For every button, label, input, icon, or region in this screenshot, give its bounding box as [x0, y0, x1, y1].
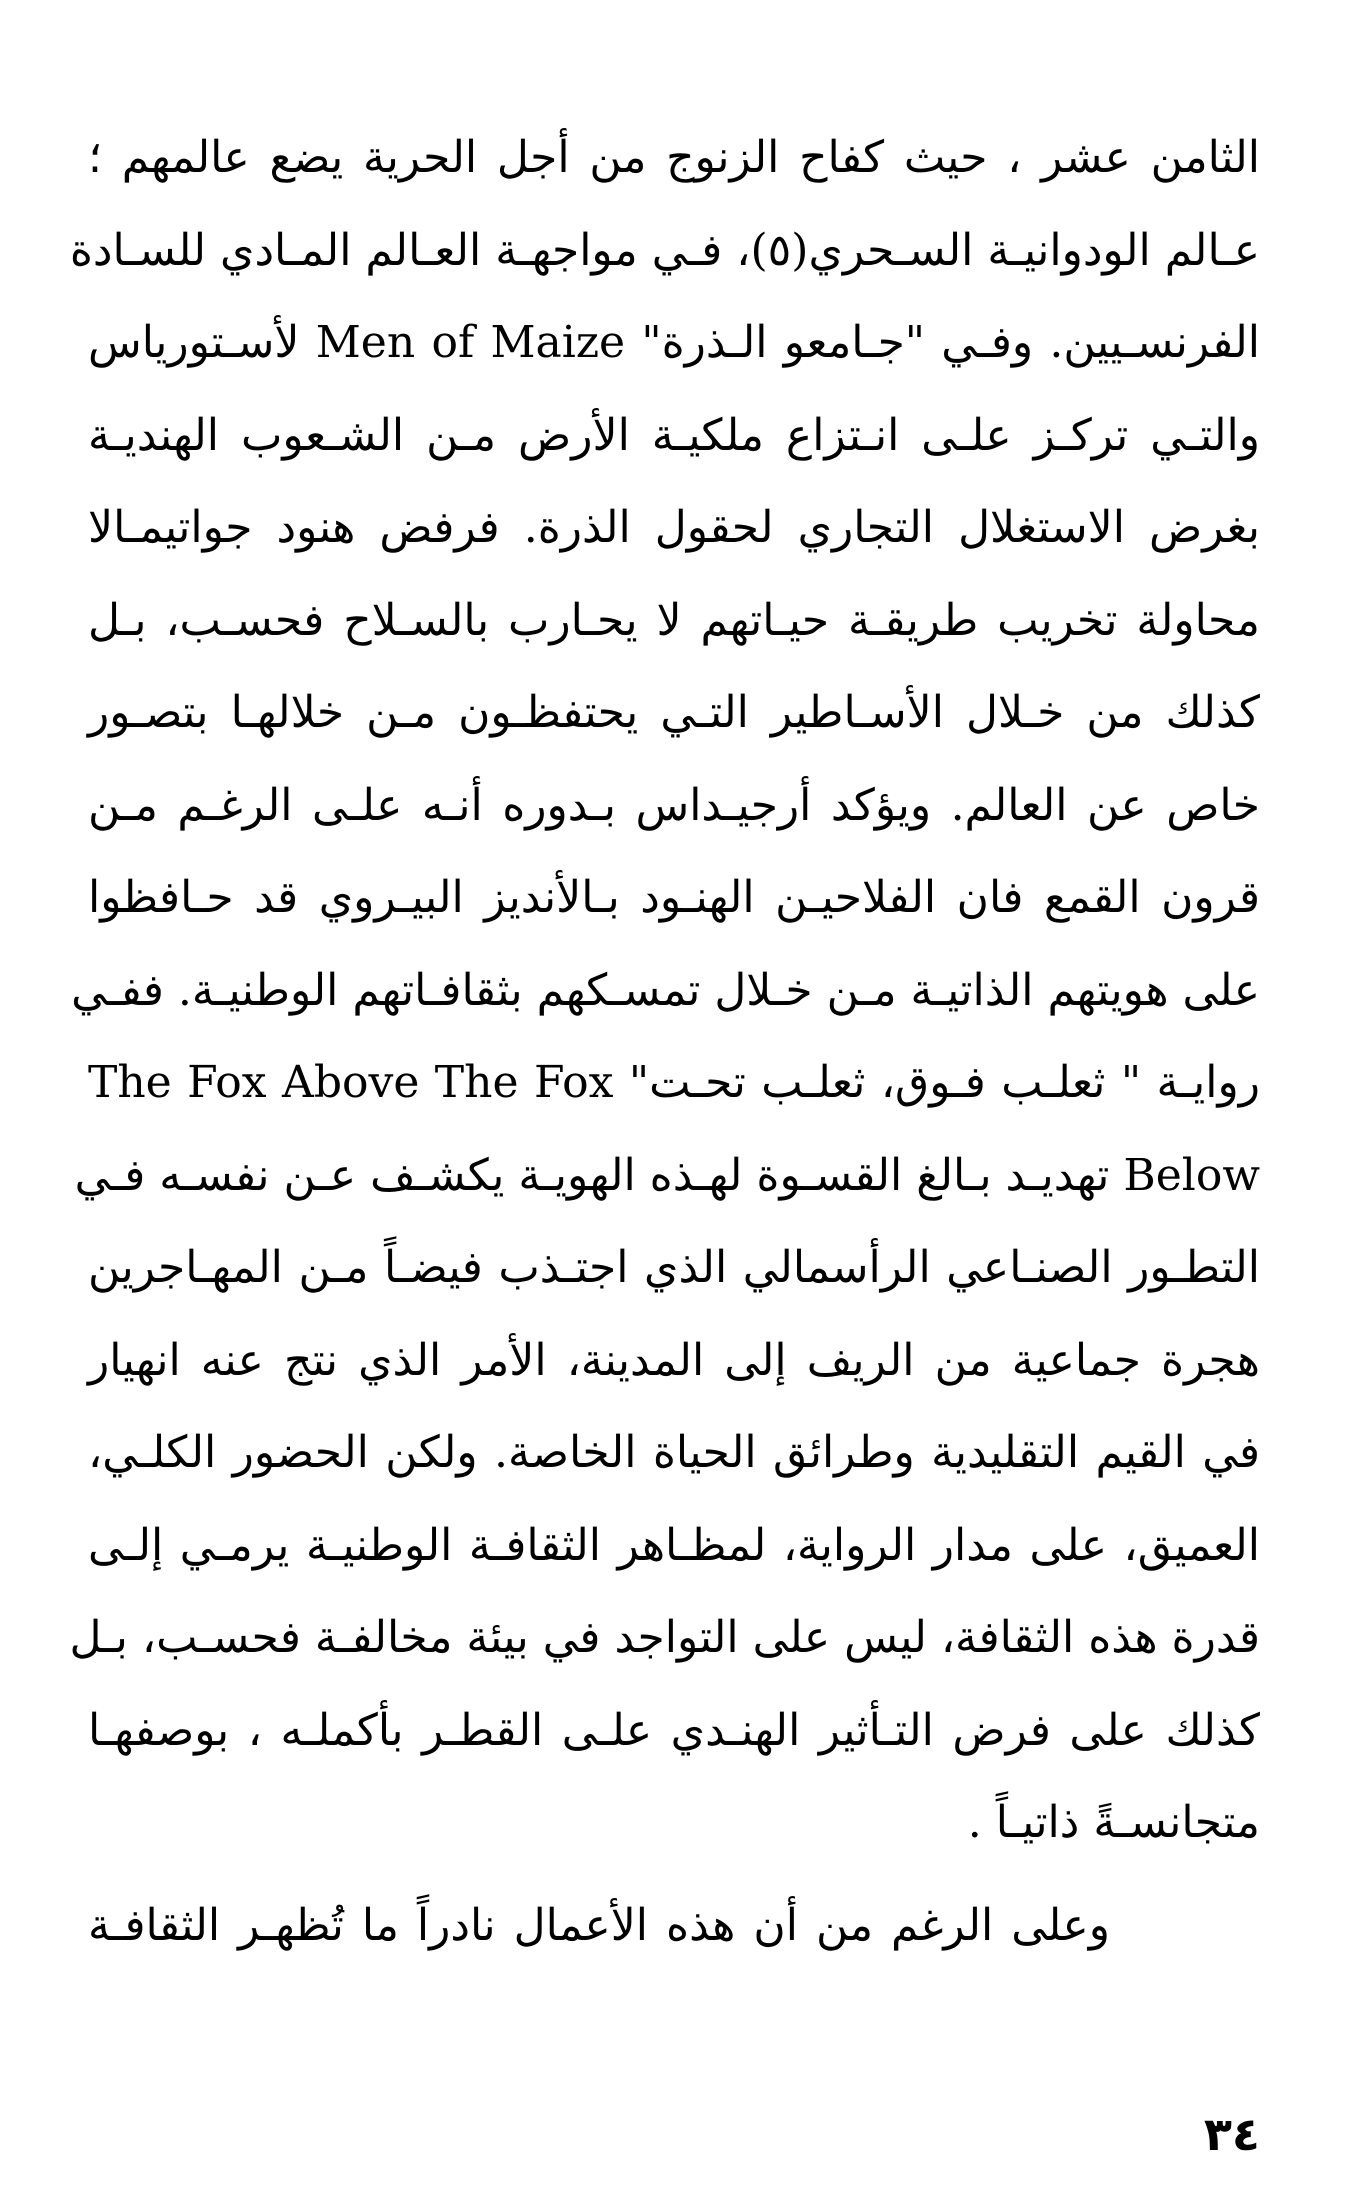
paragraph-end-line: متجانسـةً ذاتيـاً . — [967, 1797, 1260, 1848]
text-line: عـالم الودوانيـة السـحري(٥)، فـي مواجهـة العـالم المـادي للسـادة — [69, 224, 1260, 276]
text-line: روايـة " ثعلـب فـوق، ثعلـب تحـت" The Fox Above The Fox — [88, 1057, 1260, 1108]
page-number: ٣٤ — [1203, 2107, 1260, 2161]
text-line: الفرنسـيين. وفـي "جـامعو الـذرة" Men of Maize لأسـتورياس — [88, 317, 1260, 368]
text-line: محاولة تخريب طريقـة حيـاتهم لا يحـارب بالسـلاح فحسـب، بـل — [88, 594, 1260, 646]
text-line: التطـور الصنـاعي الرأسمالي الذي اجتـذب فيضـاً مـن المهـاجرين — [88, 1242, 1260, 1293]
text-line: العميق، على مدار الرواية، لمظـاهر الثقافـة الوطنيـة يرمـي إلـى — [88, 1519, 1260, 1571]
text-line: بغرض الاستغلال التجاري لحقول الذرة. فرفض هنود جواتيمـالا — [88, 502, 1260, 553]
text-line: على هويتهم الذاتيـة مـن خـلال تمسـكهم بثقافـاتهم الوطنيـة. ففـي — [71, 964, 1260, 1016]
text-line: هجرة جماعية من الريف إلى المدينة، الأمر الذي نتج عنه انهيار — [88, 1334, 1260, 1386]
text-line: الثامن عشر ، حيث كفاح الزنوج من أجل الحرية يضع عالمهم ؛ — [88, 132, 1260, 183]
text-line: Below تهديـد بـالغ القسـوة لهـذه الهويـة يكشـف عـن نفسـه فـي — [74, 1149, 1260, 1201]
text-line: والتـي تركـز علـى انـتزاع ملكيـة الأرض مـن الشـعوب الهنديـة — [88, 409, 1260, 461]
text-line: في القيم التقليدية وطرائق الحياة الخاصة. ولكن الحضور الكلـي، — [88, 1427, 1260, 1478]
text-line: قدرة هذه الثقافة، ليس على التواجد في بيئة مخالفـة فحسـب، بـل — [69, 1612, 1260, 1663]
text-line: كذلك على فرض التـأثير الهنـدي علـى القطـر بأكملـه ، بوصفهـا — [88, 1704, 1260, 1756]
paragraph-start-line: وعلى الرغم من أن هذه الأعمال نادراً ما تُظهـر الثقافـة — [88, 1899, 1110, 1951]
body-text — [69, 112, 1260, 1972]
text-line: كذلك من خـلال الأسـاطير التـي يحتفظـون مـن خلالهـا بتصـور — [88, 687, 1260, 738]
text-line: خاص عن العالم. ويؤكد أرجيـداس بـدوره أنـه علـى الرغـم مـن — [88, 779, 1260, 831]
text-line: قرون القمع فان الفلاحيـن الهنـود بـالأنديز البيـروي قد حـافظوا — [88, 872, 1260, 923]
